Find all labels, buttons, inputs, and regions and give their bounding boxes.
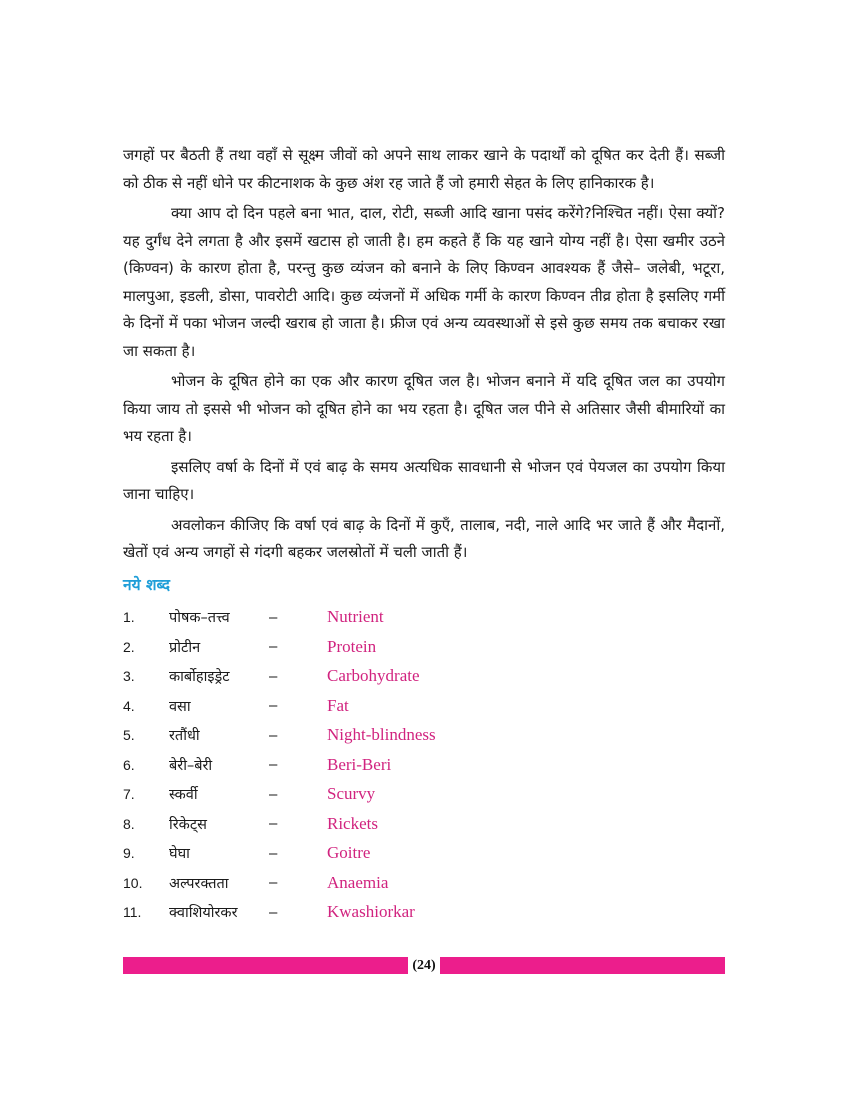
vocab-english: Night-blindness bbox=[327, 725, 436, 745]
vocab-hindi: वसा bbox=[169, 698, 191, 715]
vocab-item bbox=[123, 809, 725, 839]
vocab-english: Anaemia bbox=[327, 872, 389, 892]
vocab-english: Scurvy bbox=[327, 784, 376, 804]
vocab-dash: – bbox=[269, 844, 278, 862]
paragraph-1: जगहों पर बैठती हैं तथा वहाँ से सूक्ष्म जीवों को अपने साथ लाकर खाने के पदार्थों को दूषित कर देती हैं। सब्जी को ठीक से नहीं धोने पर कीटनाशक के कुछ अंश रह जाते हैं जो हमारी सेहत के लिए हानिकारक है। bbox=[123, 146, 725, 192]
vocab-english: Beri-Beri bbox=[327, 754, 392, 774]
vocab-item bbox=[123, 868, 725, 898]
vocab-number: 7. bbox=[123, 786, 135, 803]
vocab-item bbox=[123, 898, 725, 928]
vocab-number: 6. bbox=[123, 756, 135, 773]
vocab-dash: – bbox=[269, 726, 278, 744]
paragraph-4: इसलिए वर्षा के दिनों में एवं बाढ़ के समय अत्यधिक सावधानी से भोजन एवं पेयजल का उपयोग किया जाना चाहिए। bbox=[123, 457, 725, 503]
footer-bar-left bbox=[123, 957, 408, 974]
vocab-item bbox=[123, 780, 725, 810]
vocab-item bbox=[123, 632, 725, 662]
vocab-item bbox=[123, 691, 725, 721]
vocab-hindi: स्कर्वी bbox=[169, 787, 198, 804]
vocab-list bbox=[123, 603, 725, 928]
page-number: (24) bbox=[412, 957, 436, 973]
paragraph-2: क्या आप दो दिन पहले बना भात, दाल, रोटी, सब्जी आदि खाना पसंद करेंगे?निश्चित नहीं। ऐसा क्यों?यह दुर्गंध देने लगता है और इसमें खटास हो जाती है। हम कहते हैं कि यह खाने योग्य नहीं है। ऐसा खमीर उठने (किण्वन) के कारण होता है, परन्तु कुछ व्यंजन को बनाने के लिए किण्वन आवश्यक हैं जैसे– जलेबी, भटूरा, मालपुआ, इडली, डोसा, पावरोटी आदि। कुछ व्यंजनों में अधिक गर्मी के कारण किण्वन तीव्र होता है इसलिए गर्मी के दिनों में पका भोजन जल्दी खराब हो जाता है। फ्रीज एवं अन्य व्यवस्थाओं से इसे कुछ समय तक बचाकर रखा जा सकता है। bbox=[123, 204, 725, 360]
vocab-dash: – bbox=[269, 756, 278, 774]
vocab-dash: – bbox=[269, 903, 278, 921]
vocab-hindi: प्रोटीन bbox=[169, 639, 201, 656]
vocab-item bbox=[123, 750, 725, 780]
vocab-item bbox=[123, 662, 725, 692]
vocab-english: Fat bbox=[327, 695, 349, 715]
vocab-hindi: पोषक–तत्त्व bbox=[169, 610, 230, 627]
vocab-item bbox=[123, 603, 725, 633]
vocab-number: 8. bbox=[123, 815, 135, 832]
vocab-number: 9. bbox=[123, 845, 135, 862]
vocab-number: 1. bbox=[123, 609, 135, 626]
page-footer bbox=[123, 957, 725, 974]
vocab-hindi: बेरी–बेरी bbox=[169, 757, 213, 774]
vocab-hindi: क्वाशियोरकर bbox=[169, 905, 238, 922]
vocab-dash: – bbox=[269, 815, 278, 833]
vocab-dash: – bbox=[269, 638, 278, 656]
paragraph-3: भोजन के दूषित होने का एक और कारण दूषित जल है। भोजन बनाने में यदि दूषित जल का उपयोग किया जाय तो इससे भी भोजन को दूषित होने का भय रहता है। दूषित जल पीने से अतिसार जैसी बीमारियों का भय रहता है। bbox=[123, 372, 725, 445]
vocab-hindi: कार्बोहाइड्रेट bbox=[169, 669, 230, 686]
paragraph-5: अवलोकन कीजिए कि वर्षा एवं बाढ़ के दिनों में कुएँ, तालाब, नदी, नाले आदि भर जाते हैं और मैदानों, खेतों एवं अन्य जगहों से गंदगी बहकर जलस्रोतों में चली जाती हैं। bbox=[123, 515, 725, 561]
page-content bbox=[123, 142, 725, 927]
vocab-number: 11. bbox=[123, 904, 142, 921]
vocab-dash: – bbox=[269, 608, 278, 626]
vocab-dash: – bbox=[269, 697, 278, 715]
vocab-english: Rickets bbox=[327, 813, 378, 833]
vocab-number: 10. bbox=[123, 874, 143, 891]
vocab-english: Goitre bbox=[327, 843, 371, 863]
vocab-hindi: रतौंधी bbox=[169, 728, 200, 745]
vocab-number: 3. bbox=[123, 668, 135, 685]
vocab-hindi: रिकेट्स bbox=[169, 816, 207, 833]
vocab-dash: – bbox=[269, 667, 278, 685]
vocab-heading: नये शब्द bbox=[123, 575, 170, 594]
vocab-english: Nutrient bbox=[327, 607, 384, 627]
footer-bar-right bbox=[440, 957, 725, 974]
vocab-dash: – bbox=[269, 874, 278, 892]
vocab-english: Carbohydrate bbox=[327, 666, 420, 686]
vocab-english: Protein bbox=[327, 636, 377, 656]
vocab-number: 5. bbox=[123, 727, 135, 744]
vocab-english: Kwashiorkar bbox=[327, 902, 415, 922]
vocab-number: 2. bbox=[123, 638, 135, 655]
vocab-item bbox=[123, 839, 725, 869]
vocab-hindi: घेघा bbox=[169, 846, 190, 863]
vocab-number: 4. bbox=[123, 697, 135, 714]
vocab-hindi: अल्परक्तता bbox=[169, 875, 229, 892]
vocab-dash: – bbox=[269, 785, 278, 803]
vocab-item bbox=[123, 721, 725, 751]
